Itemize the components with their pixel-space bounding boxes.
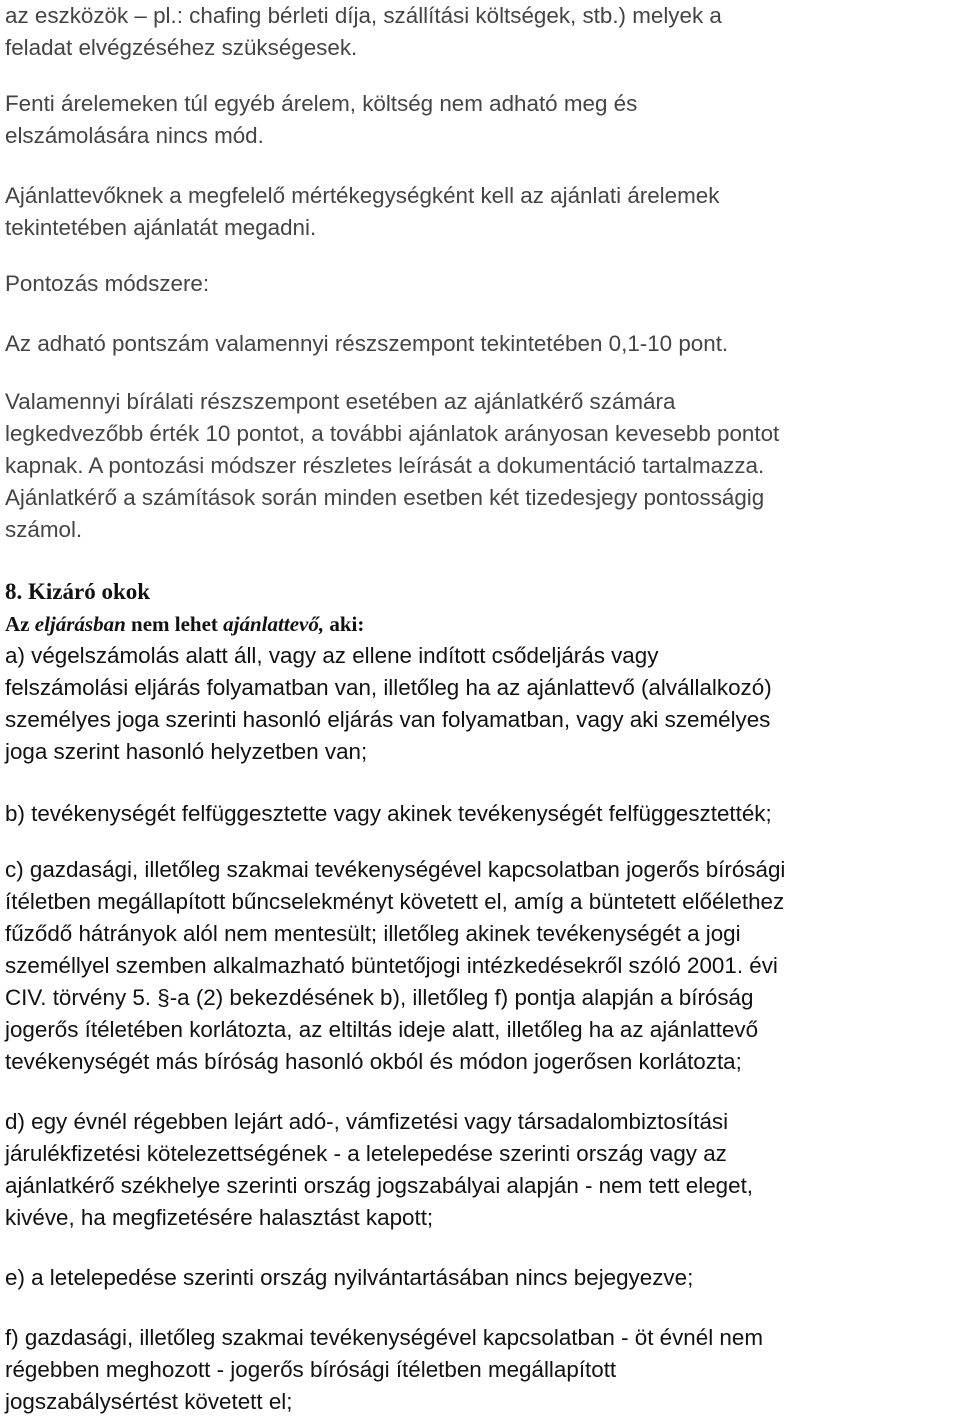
- item-f-line-2: régebben meghozott - jogerős bírósági ítéletben megállapított: [5, 1357, 617, 1382]
- scoring-line-5: számol.: [5, 517, 83, 542]
- scoring-line-3: kapnak. A pontozási módszer részletes leírását a dokumentáció tartalmazza.: [5, 453, 765, 478]
- intro-line-1: az eszközök – pl.: chafing bérleti díja, szállítási költségek, stb.) melyek a: [5, 3, 722, 28]
- intro-paragraph: [5, 0, 955, 64]
- exclusion-item-c: [5, 854, 955, 1078]
- no-other-price-line-2: elszámolására nincs mód.: [5, 123, 264, 148]
- item-a-line-2: felszámolási eljárás folyamatban van, illetőleg ha az ajánlattevő (alvállalkozó): [5, 675, 772, 700]
- unit-measure-line-2: tekintetében ajánlatát megadni.: [5, 215, 317, 240]
- exclusion-item-d: [5, 1106, 955, 1234]
- item-c-line-6: jogerős ítéletében korlátozta, az eltiltás ideje alatt, illetőleg ha az ajánlattevő: [5, 1017, 759, 1042]
- intro-line-2: feladat elvégzéséhez szükségesek.: [5, 35, 358, 60]
- unit-measure-paragraph: [5, 180, 955, 244]
- exclusion-item-e: e) a letelepedése szerinti ország nyilvántartásában nincs bejegyezve;: [5, 1265, 694, 1290]
- item-d-line-3: ajánlatkérő székhelye szerinti ország jogszabályai alapján - nem tett eleget,: [5, 1173, 754, 1198]
- exclusion-item-f: [5, 1322, 955, 1418]
- item-c-line-1: c) gazdasági, illetőleg szakmai tevékenységével kapcsolatban jogerős bírósági: [5, 857, 786, 882]
- scoring-range: Az adható pontszám valamennyi részszempont tekintetében 0,1-10 pont.: [5, 331, 729, 356]
- scoring-title: Pontozás módszere:: [5, 271, 210, 296]
- no-other-price-paragraph: [5, 88, 955, 152]
- exclusion-subheading: Az eljárásban nem lehet ajánlattevő, aki:: [5, 612, 365, 636]
- item-c-line-7: tevékenységét más bíróság hasonló okból és módon jogerősen korlátozta;: [5, 1049, 742, 1074]
- scoring-line-2: legkedvezőbb érték 10 pontot, a további ajánlatok arányosan kevesebb pontot: [5, 421, 780, 446]
- item-c-line-5: CIV. törvény 5. §-a (2) bekezdésének b), illetőleg f) pontja alapján a bíróság: [5, 985, 754, 1010]
- item-a-line-4: joga szerint hasonló helyzetben van;: [5, 739, 368, 764]
- item-f-line-1: f) gazdasági, illetőleg szakmai tevékenységével kapcsolatban - öt évnél nem: [5, 1325, 763, 1350]
- item-c-line-3: fűződő hátrányok alól nem mentesült; illetőleg akinek tevékenységét a jogi: [5, 921, 741, 946]
- item-d-line-4: kivéve, ha megfizetésére halasztást kapott;: [5, 1205, 434, 1230]
- scoring-paragraph: [5, 386, 955, 546]
- scoring-line-4: Ajánlatkérő a számítások során minden esetben két tizedesjegy pontosságig: [5, 485, 765, 510]
- item-d-line-1: d) egy évnél régebben lejárt adó-, vámfizetési vagy társadalombiztosítási: [5, 1109, 729, 1134]
- item-c-line-4: személlyel szemben alkalmazható büntetőjogi intézkedésekről szóló 2001. évi: [5, 953, 778, 978]
- item-d-line-2: járulékfizetési kötelezettségének - a letelepedése szerinti ország vagy az: [5, 1141, 727, 1166]
- unit-measure-line-1: Ajánlattevőknek a megfelelő mértékegységként kell az ajánlati árelemek: [5, 183, 720, 208]
- no-other-price-line-1: Fenti árelemeken túl egyéb árelem, költség nem adható meg és: [5, 91, 638, 116]
- item-f-line-3: jogszabálysértést követett el;: [5, 1389, 293, 1414]
- item-a-line-3: személyes joga szerinti hasonló eljárás van folyamatban, vagy aki személyes: [5, 707, 771, 732]
- item-a-line-1: a) végelszámolás alatt áll, vagy az ellene indított csődeljárás vagy: [5, 643, 659, 668]
- exclusion-item-b: b) tevékenységét felfüggesztette vagy akinek tevékenységét felfüggesztették;: [5, 801, 772, 826]
- scoring-line-1: Valamennyi bírálati részszempont esetében az ajánlatkérő számára: [5, 389, 676, 414]
- exclusion-heading: 8. Kizáró okok: [5, 579, 151, 604]
- exclusion-item-a: [5, 640, 955, 768]
- item-c-line-2: ítéletben megállapított bűncselekményt követett el, amíg a büntetett előélethez: [5, 889, 785, 914]
